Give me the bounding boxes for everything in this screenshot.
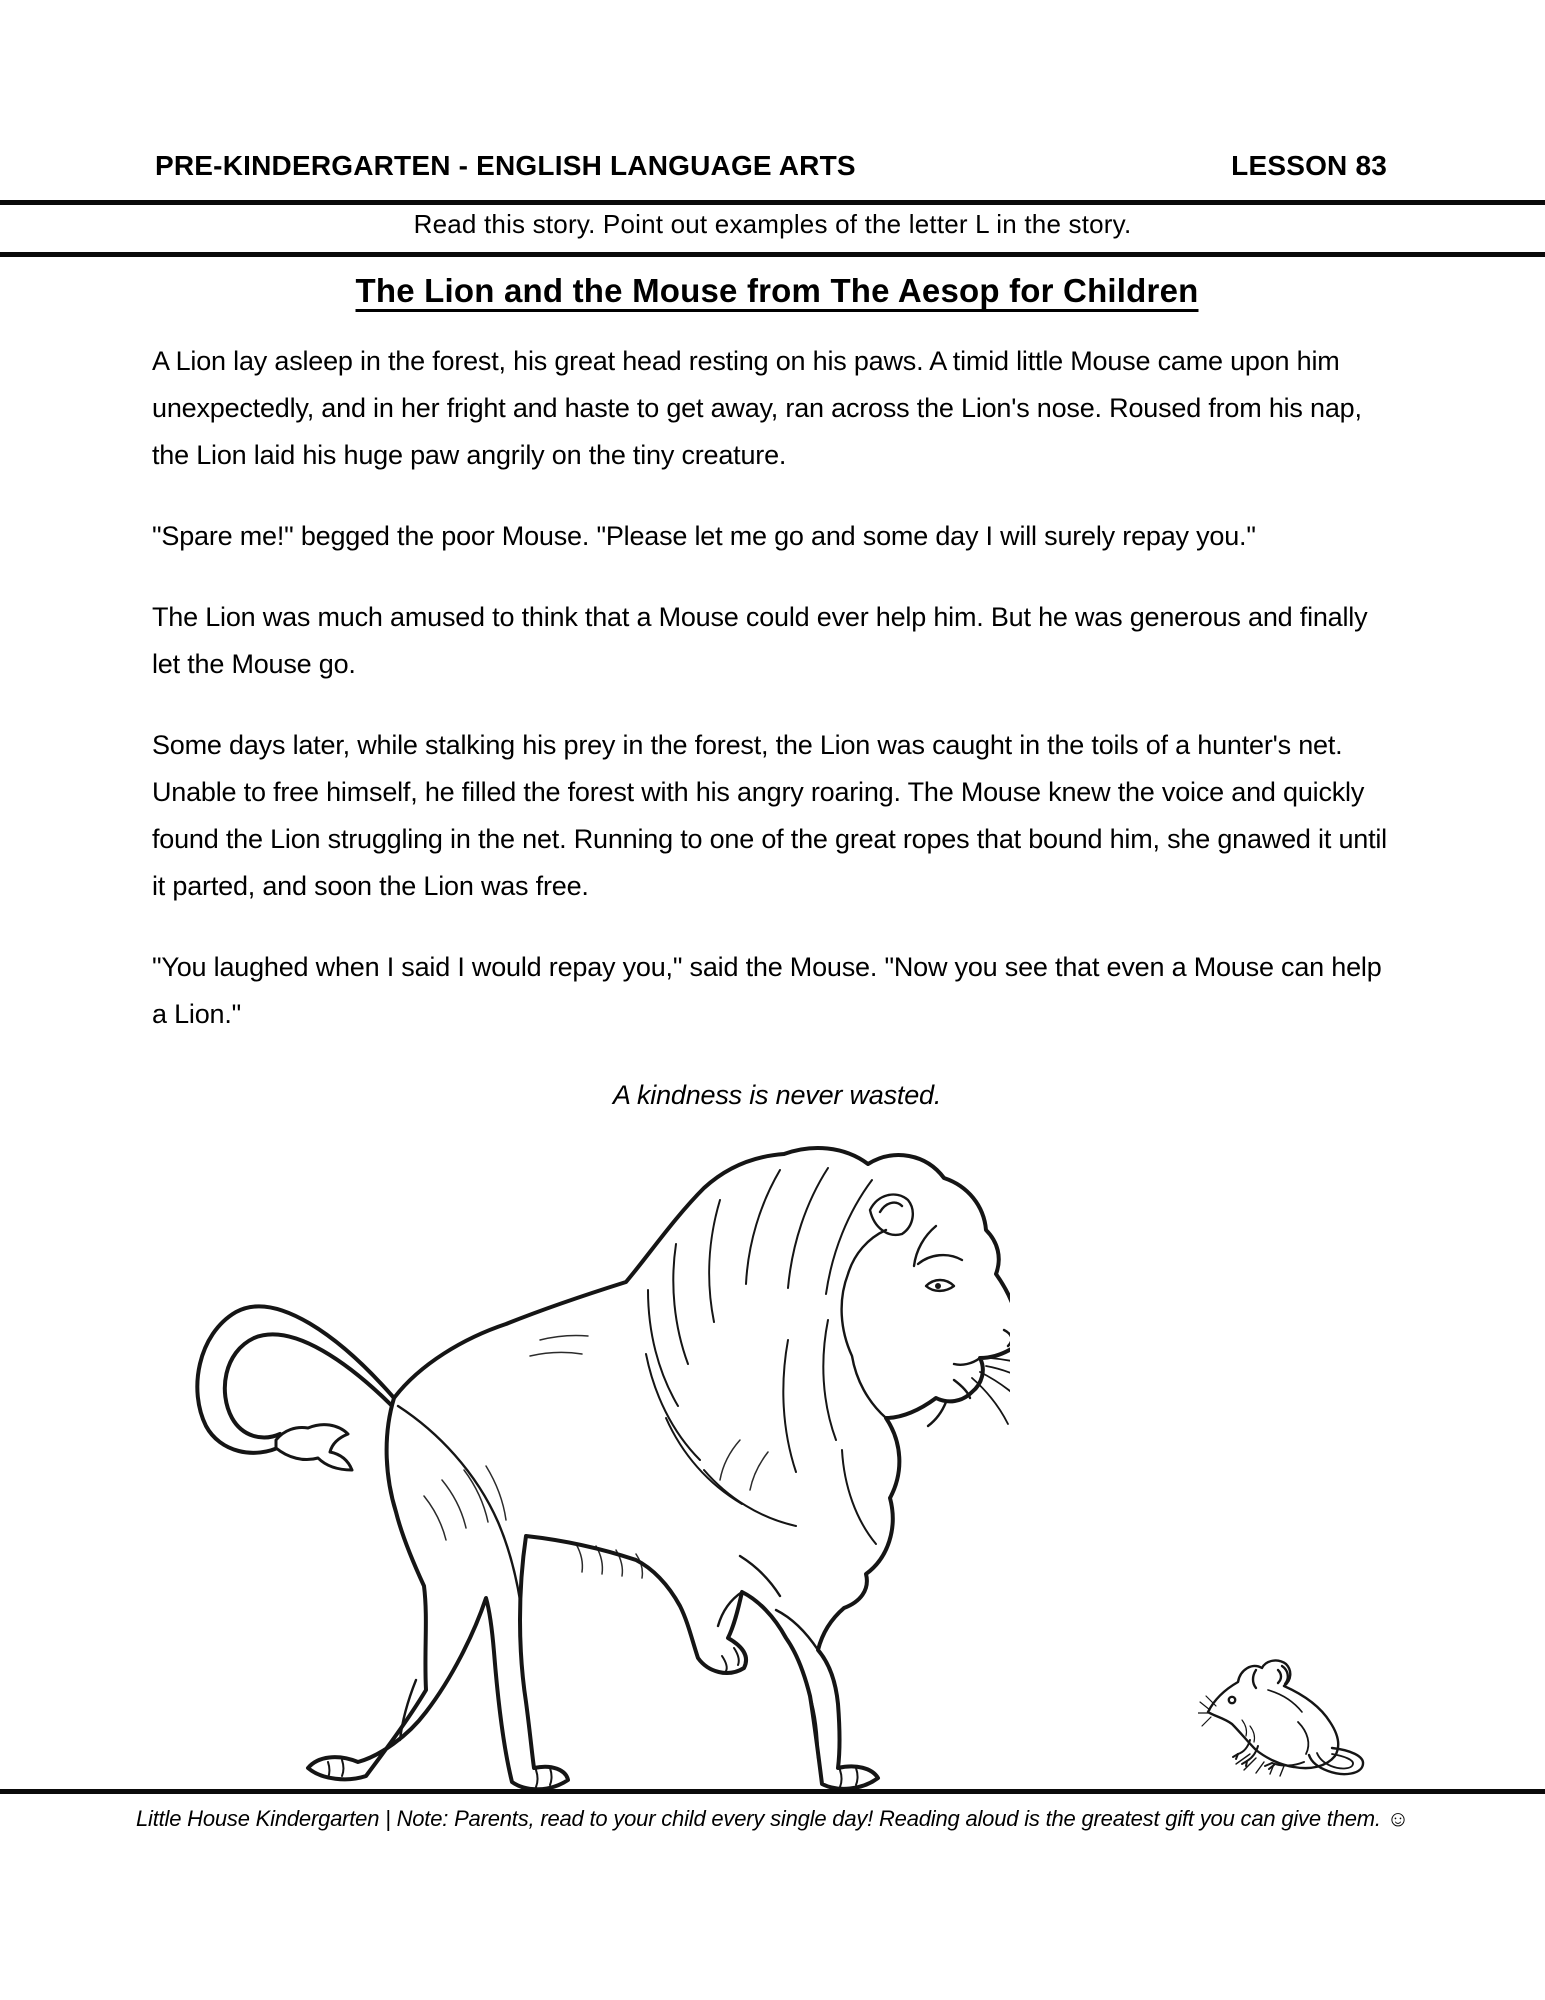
divider-footer	[0, 1789, 1545, 1794]
story-moral: A kindness is never wasted.	[612, 1080, 942, 1110]
story-content	[152, 270, 1402, 1153]
page-header	[155, 150, 1387, 182]
story-paragraph-4: Some days later, while stalking his prey in the forest, the Lion was caught in the toils of a hunter's net. Unable to free himself, he filled the forest with his angry roaring. The Mouse knew the voice and quickly found the Lion struggling in the net. Running to one of the great ropes that bound him, she gnawed it until it parted, and soon the Lion was free.	[152, 730, 1387, 901]
story-paragraph-3: The Lion was much amused to think that a Mouse could ever help him. But he was generous and finally let the Mouse go.	[152, 602, 1368, 679]
mouse-illustration	[1198, 1650, 1373, 1780]
story-paragraph-2: "Spare me!" begged the poor Mouse. "Please let me go and some day I will surely repay you."	[152, 521, 1256, 551]
divider-top	[0, 200, 1545, 205]
divider-instruction-bottom	[0, 252, 1545, 257]
story-title: The Lion and the Mouse from The Aesop for Children	[355, 272, 1199, 309]
story-paragraph-5: "You laughed when I said I would repay you," said the Mouse. "Now you see that even a Mouse can help a Lion."	[152, 952, 1382, 1029]
lion-illustration	[180, 1140, 1010, 1790]
instruction-text: Read this story. Point out examples of the letter L in the story.	[413, 209, 1132, 239]
header-course-title: PRE-KINDERGARTEN - ENGLISH LANGUAGE ARTS	[155, 150, 856, 181]
header-lesson-number: LESSON 83	[1231, 150, 1387, 181]
footer-note	[0, 1806, 1545, 1832]
footer-note-text: Little House Kindergarten | Note: Parents, read to your child every single day! Reading aloud is the greatest gift you can give them.	[135, 1806, 1381, 1831]
story-paragraph-1: A Lion lay asleep in the forest, his great head resting on his paws. A timid little Mouse came upon him unexpectedly, and in her fright and haste to get away, ran across the Lion's nose. Roused from his nap, the Lion laid his huge paw angrily on the tiny creature.	[152, 346, 1362, 470]
smiley-icon: ☺	[1386, 1806, 1410, 1831]
